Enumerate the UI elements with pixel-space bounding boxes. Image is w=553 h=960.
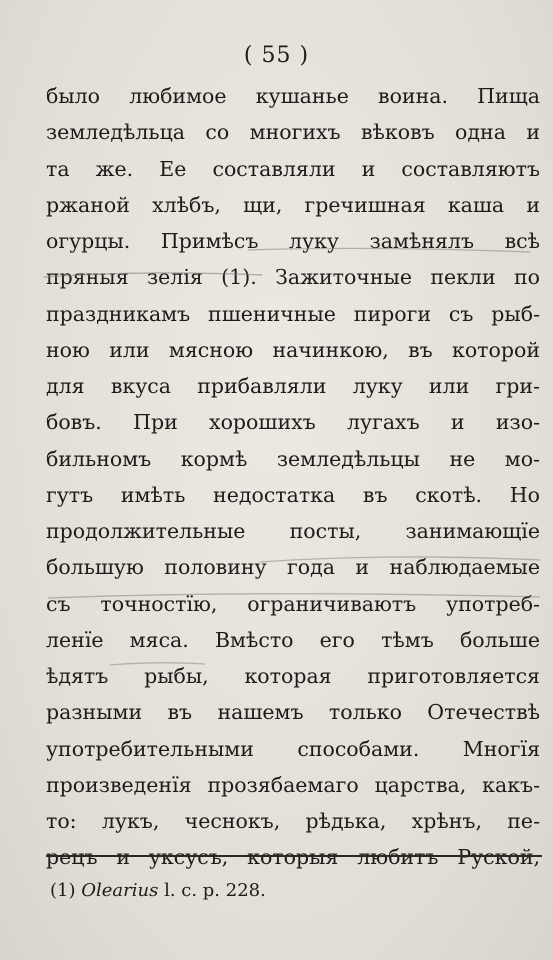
text-line: было любимое кушанье воина. Пища: [46, 84, 540, 108]
text-line: для вкуса прибавляли луку или гри-: [46, 374, 540, 398]
text-line: бильномъ кормѣ земледѣльцы не мо-: [46, 446, 540, 471]
footnote: [50, 880, 266, 901]
footnote-reference: l. c. p. 228.: [164, 880, 266, 901]
text-line: та же. Ее составляли и составляютъ: [46, 156, 540, 181]
text-line: ною или мясною начинкою, въ которой: [46, 337, 540, 362]
text-line: разными въ нашемъ только Отечествѣ: [46, 700, 540, 725]
text-line: пряныя зелія (1). Зажиточные пекли по: [46, 265, 540, 290]
text-line: рецъ и уксусъ, которыя любитъ Руской,: [46, 845, 540, 870]
text-line: земледѣльца со многихъ вѣковъ одна и: [46, 120, 540, 145]
text-line: ржаной хлѣбъ, щи, гречишная каша и: [46, 192, 540, 217]
text-line: то: лукъ, чеснокъ, рѣдька, хрѣнъ, пе-: [46, 809, 540, 833]
text-line: большую половину года и наблюдаемые: [46, 555, 540, 580]
text-line: бовъ. При хорошихъ лугахъ и изо-: [46, 410, 540, 435]
text-line: продолжительные посты, занимающїе: [46, 519, 540, 543]
footnote-marker: (1): [50, 880, 76, 901]
body-text: [46, 78, 540, 876]
text-line: огурцы. Примѣсъ луку замѣнялъ всѣ: [46, 229, 540, 253]
text-line: употребительными способами. Многїя: [46, 736, 540, 761]
text-line: гутъ имѣть недостатка въ скотѣ. Но: [46, 482, 540, 507]
text-line: ѣдятъ рыбы, которая приготовляется: [46, 664, 540, 688]
text-line: ленїе мяса. Вмѣсто его тѣмъ больше: [46, 627, 540, 652]
text-line: праздникамъ пшеничные пироги съ рыб-: [46, 301, 540, 326]
text-line: съ точностїю, ограничиваютъ употреб-: [46, 591, 540, 616]
footnote-divider: [46, 855, 542, 857]
page-number: ( 55 ): [243, 43, 310, 68]
footnote-author: Olearius: [81, 880, 159, 901]
text-line: произведенїя прозябаемаго царства, какъ-: [46, 772, 540, 797]
